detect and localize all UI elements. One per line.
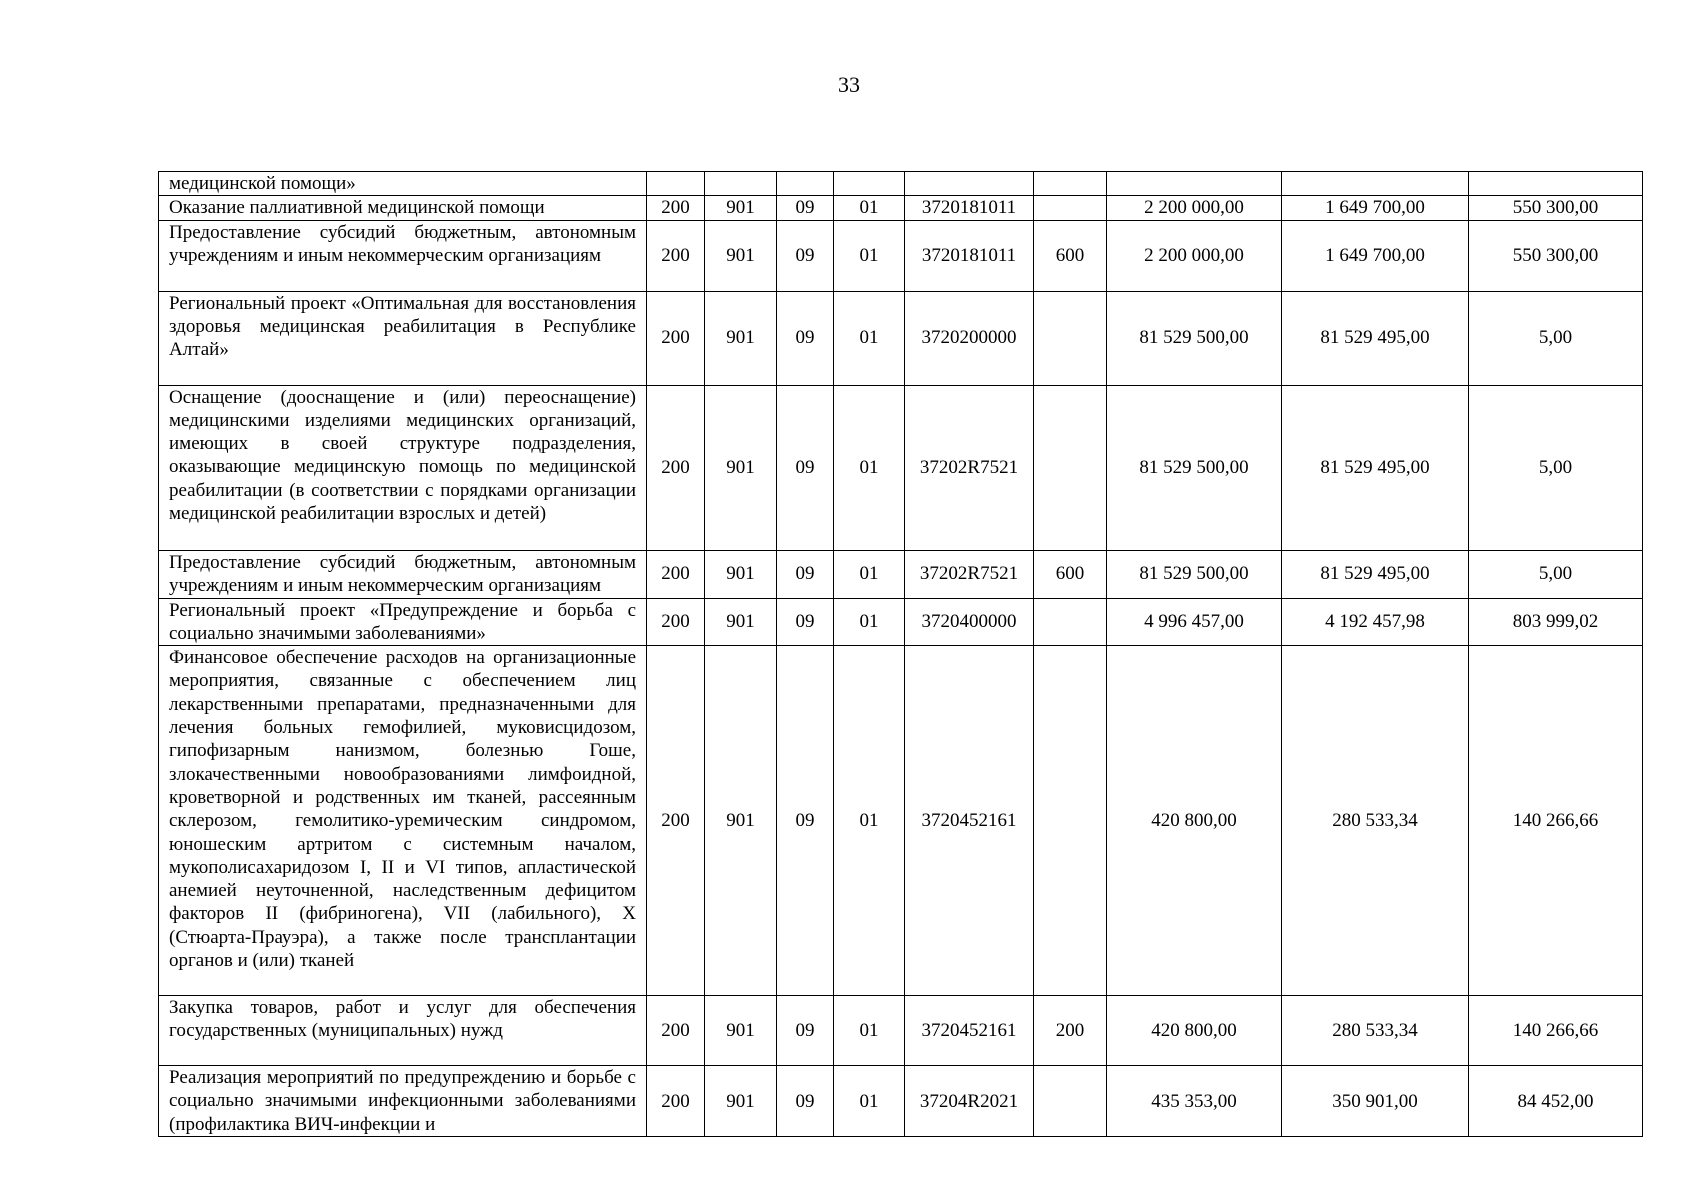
cell-code-2: 901: [705, 1066, 777, 1137]
cell-code-5: 37202R7521: [905, 550, 1034, 598]
cell-code-4: [834, 172, 905, 196]
cell-code-5: 3720400000: [905, 598, 1034, 646]
cell-code-3: 09: [777, 646, 834, 996]
cell-code-6: [1034, 646, 1107, 996]
cell-code-6: 600: [1034, 220, 1107, 291]
cell-code-2: 901: [705, 550, 777, 598]
cell-value-3: 550 300,00: [1469, 196, 1643, 220]
cell-code-4: 01: [834, 646, 905, 996]
cell-value-1: 4 996 457,00: [1107, 598, 1282, 646]
cell-value-2: 81 529 495,00: [1282, 385, 1469, 550]
cell-code-4: 01: [834, 598, 905, 646]
table-row: [159, 1066, 1643, 1137]
cell-code-5: 3720181011: [905, 220, 1034, 291]
cell-code-3: 09: [777, 220, 834, 291]
cell-code-2: 901: [705, 196, 777, 220]
table-row: [159, 385, 1643, 550]
cell-code-3: 09: [777, 598, 834, 646]
cell-code-4: 01: [834, 196, 905, 220]
cell-value-3: 5,00: [1469, 291, 1643, 385]
cell-value-3: 5,00: [1469, 385, 1643, 550]
cell-code-5: 37204R2021: [905, 1066, 1034, 1137]
cell-code-4: 01: [834, 1066, 905, 1137]
cell-code-6: 600: [1034, 550, 1107, 598]
cell-code-6: [1034, 385, 1107, 550]
row-name: Финансовое обеспечение расходов на организационные мероприятия, связанные с обеспечением лиц лекарственными препаратами, предназначенными для лечения больных гемофилией, муковисцидозом, гипофизарным нанизмом, болезнью Гоше, злокачественными новообразованиями лимфоидной, кроветворной и родственных им тканей, рассеянным склерозом, гемолитико-уремическим синдромом, юношеским артритом с системным началом, мукополисахаридозом I, II и VI типов, апластической анемией неуточненной, наследственным дефицитом факторов II (фибриногена), VII (лабильного), X (Стюарта-Прауэра), а также после трансплантации органов и (или) тканей: [159, 646, 647, 996]
cell-value-2: 81 529 495,00: [1282, 291, 1469, 385]
cell-value-1: 435 353,00: [1107, 1066, 1282, 1137]
cell-value-2: 1 649 700,00: [1282, 220, 1469, 291]
cell-code-4: 01: [834, 550, 905, 598]
cell-code-2: 901: [705, 996, 777, 1066]
cell-code-1: 200: [647, 196, 705, 220]
cell-value-1: 81 529 500,00: [1107, 291, 1282, 385]
table-row: [159, 598, 1643, 646]
cell-code-2: 901: [705, 385, 777, 550]
cell-value-3: 140 266,66: [1469, 996, 1643, 1066]
cell-code-6: [1034, 172, 1107, 196]
cell-value-1: 2 200 000,00: [1107, 196, 1282, 220]
cell-value-2: 280 533,34: [1282, 646, 1469, 996]
cell-code-1: 200: [647, 291, 705, 385]
cell-code-1: 200: [647, 220, 705, 291]
cell-value-2: 1 649 700,00: [1282, 196, 1469, 220]
cell-code-3: 09: [777, 1066, 834, 1137]
budget-table: [158, 171, 1643, 1137]
row-name: Оказание паллиативной медицинской помощи: [159, 196, 647, 220]
cell-value-1: 2 200 000,00: [1107, 220, 1282, 291]
row-name: Предоставление субсидий бюджетным, автономным учреждениям и иным некоммерческим организациям: [159, 220, 647, 291]
cell-value-3: [1469, 172, 1643, 196]
cell-value-2: [1282, 172, 1469, 196]
cell-code-5: 3720452161: [905, 646, 1034, 996]
cell-value-3: 5,00: [1469, 550, 1643, 598]
cell-value-3: 140 266,66: [1469, 646, 1643, 996]
cell-code-3: 09: [777, 291, 834, 385]
row-name: Закупка товаров, работ и услуг для обеспечения государственных (муниципальных) нужд: [159, 996, 647, 1066]
cell-code-3: 09: [777, 385, 834, 550]
cell-code-4: 01: [834, 291, 905, 385]
cell-code-5: 3720181011: [905, 196, 1034, 220]
row-name: медицинской помощи»: [159, 172, 647, 196]
cell-code-3: [777, 172, 834, 196]
cell-value-1: 81 529 500,00: [1107, 550, 1282, 598]
cell-value-2: 4 192 457,98: [1282, 598, 1469, 646]
cell-code-4: 01: [834, 220, 905, 291]
cell-value-1: 81 529 500,00: [1107, 385, 1282, 550]
cell-code-2: 901: [705, 646, 777, 996]
table-row: [159, 550, 1643, 598]
cell-code-1: 200: [647, 598, 705, 646]
row-name: Региональный проект «Предупреждение и борьба с социально значимыми заболеваниями»: [159, 598, 647, 646]
cell-code-3: 09: [777, 550, 834, 598]
cell-code-2: 901: [705, 220, 777, 291]
row-name: Оснащение (дооснащение и (или) переоснащение) медицинскими изделиями медицинских организаций, имеющих в своей структуре подразделения, оказывающие медицинскую помощь по медицинской реабилитации (в соответствии с порядками организации медицинской реабилитации взрослых и детей): [159, 385, 647, 550]
cell-code-1: 200: [647, 996, 705, 1066]
cell-code-4: 01: [834, 385, 905, 550]
cell-code-5: 3720452161: [905, 996, 1034, 1066]
cell-code-1: 200: [647, 385, 705, 550]
table-row: [159, 220, 1643, 291]
cell-code-1: 200: [647, 1066, 705, 1137]
cell-code-6: [1034, 1066, 1107, 1137]
row-name: Предоставление субсидий бюджетным, автономным учреждениям и иным некоммерческим организациям: [159, 550, 647, 598]
cell-code-5: [905, 172, 1034, 196]
cell-code-6: 200: [1034, 996, 1107, 1066]
cell-code-6: [1034, 291, 1107, 385]
cell-code-1: 200: [647, 550, 705, 598]
cell-code-3: 09: [777, 196, 834, 220]
row-name: Реализация мероприятий по предупреждению и борьбе с социально значимыми инфекционными заболеваниями (профилактика ВИЧ-инфекции и: [159, 1066, 647, 1137]
cell-value-2: 350 901,00: [1282, 1066, 1469, 1137]
cell-code-2: 901: [705, 598, 777, 646]
cell-code-3: 09: [777, 996, 834, 1066]
cell-value-2: 280 533,34: [1282, 996, 1469, 1066]
cell-value-3: 803 999,02: [1469, 598, 1643, 646]
cell-value-1: 420 800,00: [1107, 646, 1282, 996]
cell-code-6: [1034, 598, 1107, 646]
cell-code-6: [1034, 196, 1107, 220]
table-row: [159, 172, 1643, 196]
cell-value-3: 84 452,00: [1469, 1066, 1643, 1137]
cell-code-1: [647, 172, 705, 196]
cell-value-3: 550 300,00: [1469, 220, 1643, 291]
cell-code-5: 37202R7521: [905, 385, 1034, 550]
table-row: [159, 291, 1643, 385]
row-name: Региональный проект «Оптимальная для восстановления здоровья медицинская реабилитация в Республике Алтай»: [159, 291, 647, 385]
cell-code-5: 3720200000: [905, 291, 1034, 385]
cell-value-2: 81 529 495,00: [1282, 550, 1469, 598]
cell-code-4: 01: [834, 996, 905, 1066]
table-row: [159, 646, 1643, 996]
cell-value-1: 420 800,00: [1107, 996, 1282, 1066]
table-row: [159, 996, 1643, 1066]
cell-code-1: 200: [647, 646, 705, 996]
cell-code-2: 901: [705, 291, 777, 385]
cell-value-1: [1107, 172, 1282, 196]
cell-code-2: [705, 172, 777, 196]
table-row: [159, 196, 1643, 220]
page-number: 33: [838, 72, 860, 97]
